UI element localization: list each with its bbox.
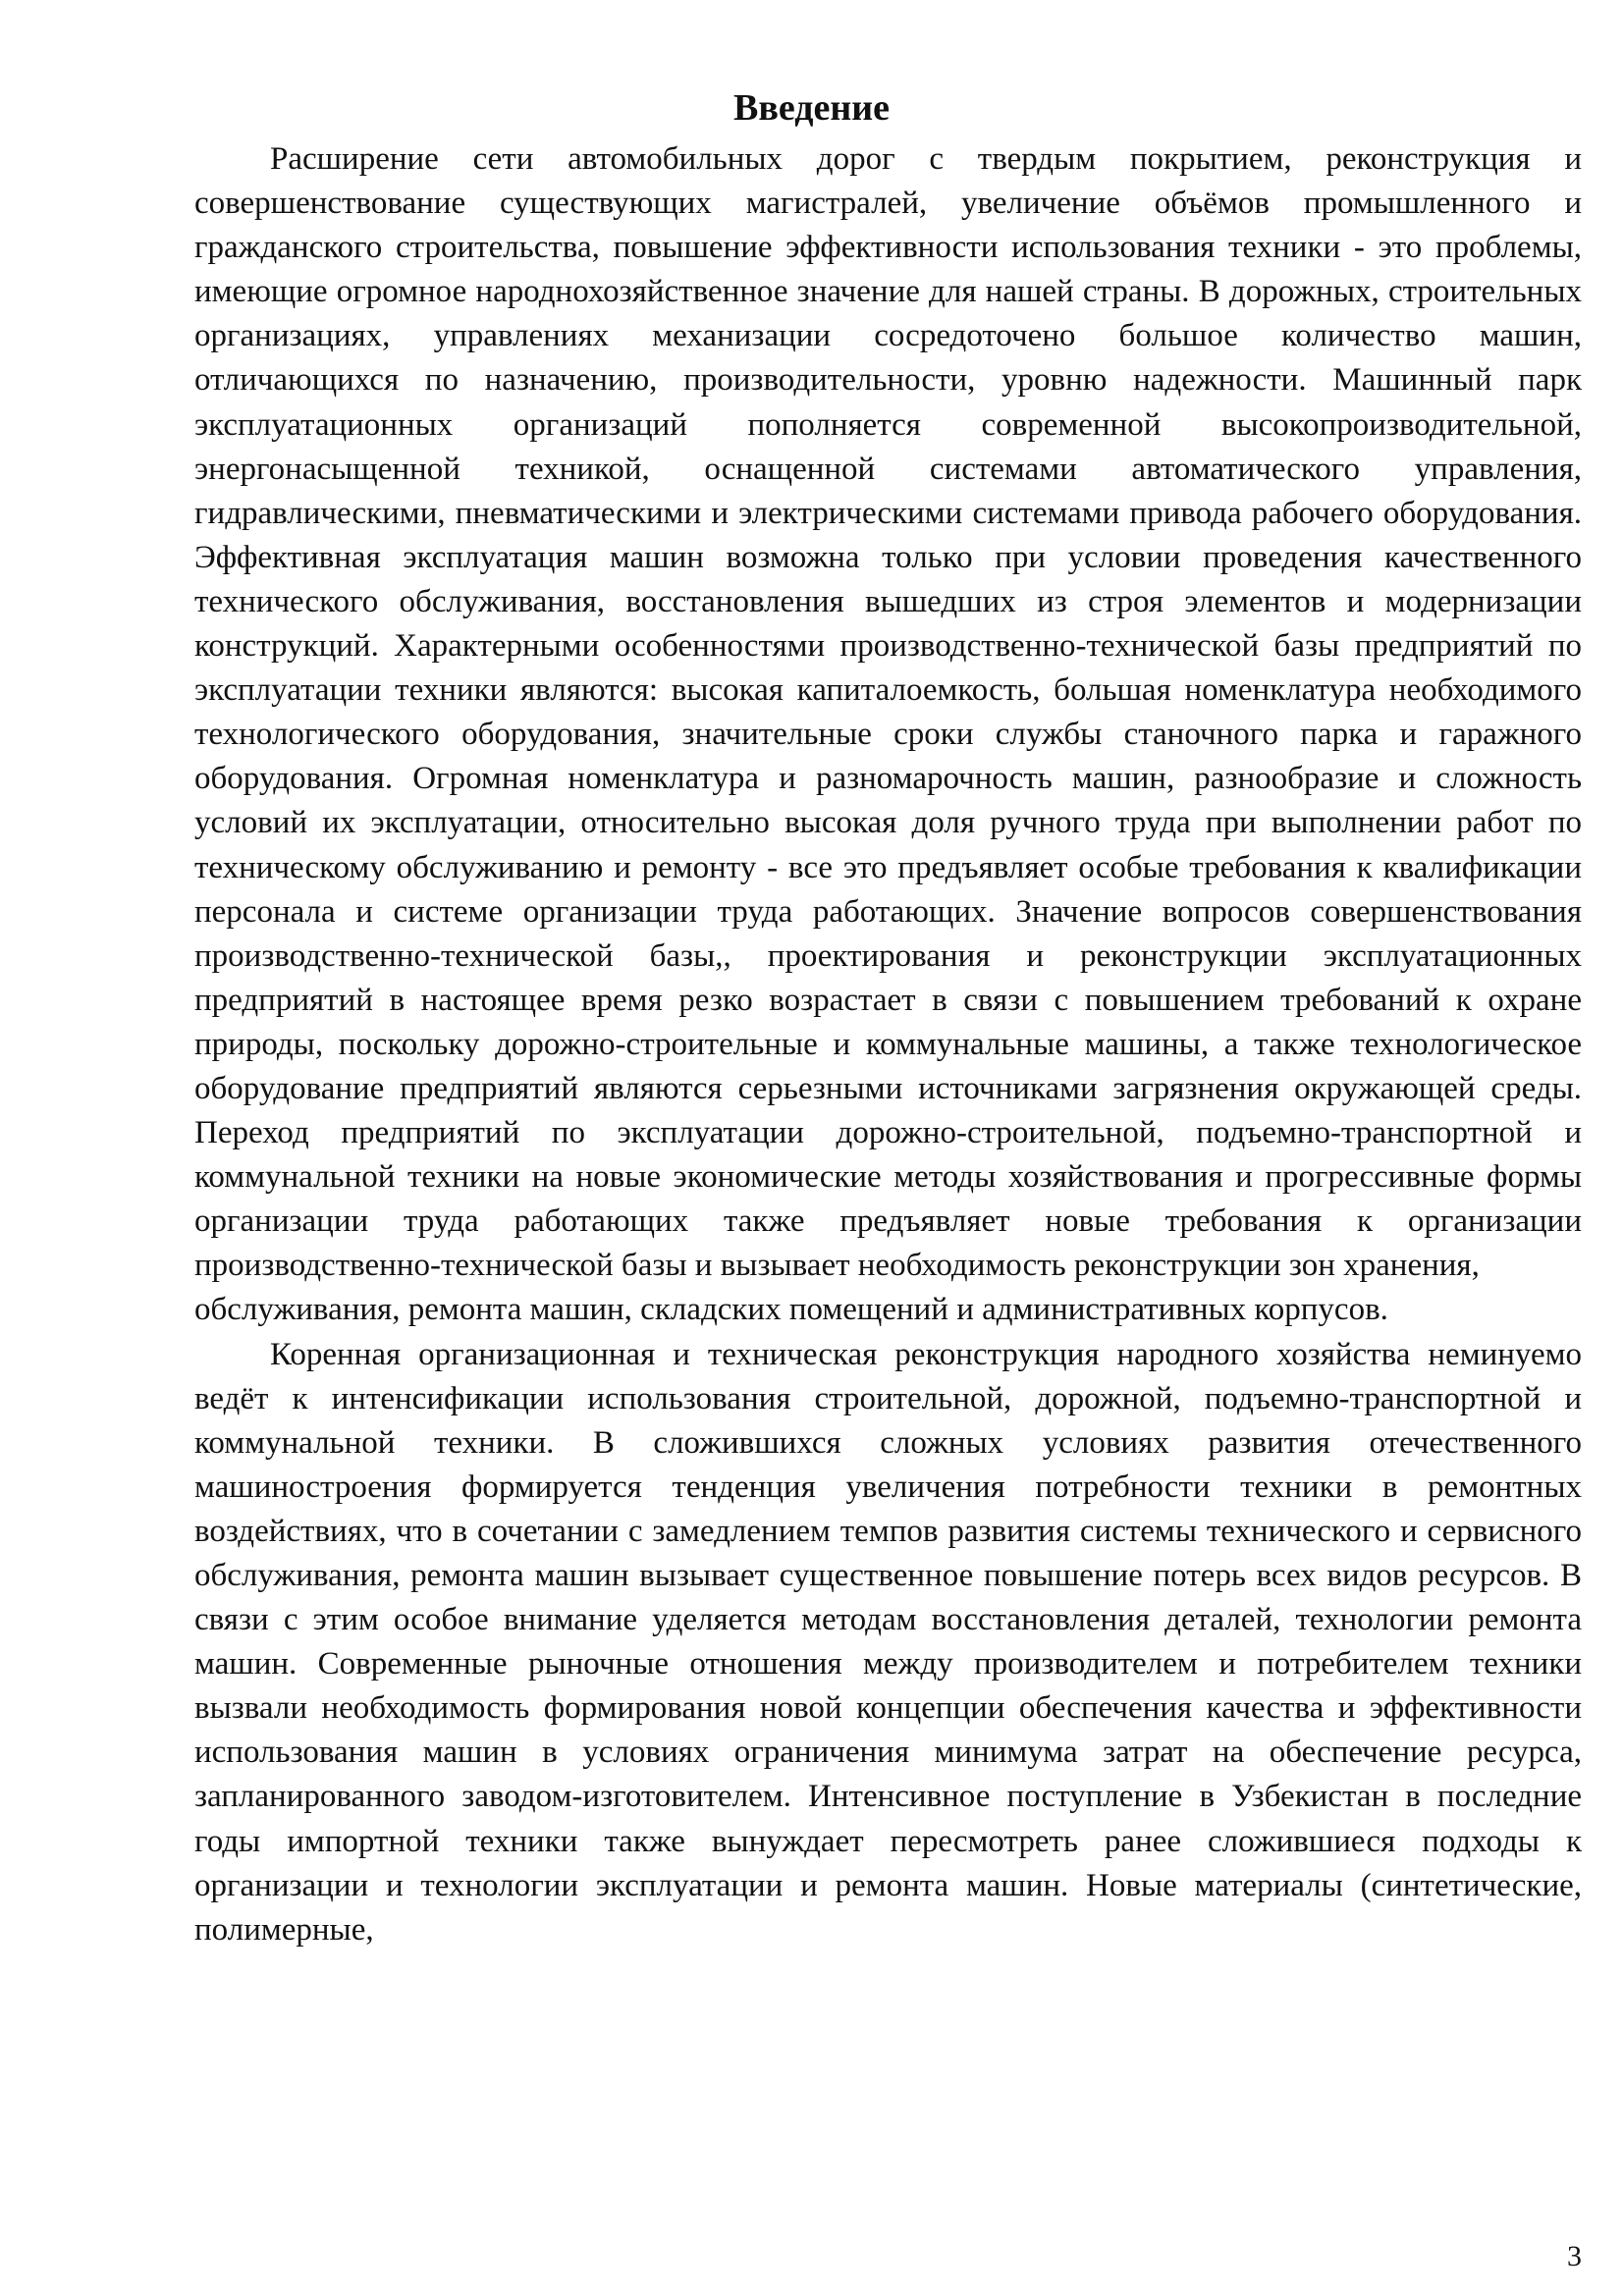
paragraph-1: Расширение сети автомобильных дорог с твердым покрытием, реконструкция и совершенствование существующих магистралей, увеличение объёмов промышленного и гражданского строительства, повышение эффективности использования техники - это проблемы, имеющие огромное народнохозяйственное значение для нашей страны. В дорожных, строительных организациях, управлениях механизации сосредоточено большое количество машин, отличающихся по назначению, производительности, уровню надежности. Машинный парк эксплуатационных организаций пополняется современной высокопроизводительной, энергонасыщенной техникой, оснащенной системами автоматического управления, гидравлическими, пневматическими и электрическими системами привода рабочего оборудования. Эффективная эксплуатация машин возможна только при условии проведения качественного технического обслуживания, восстановления вышедших из строя элементов и модернизации конструкций. Характерными особенностями производственно-технической базы предприятий по эксплуатации техники являются: высокая капиталоемкость, большая номенклатура необходимого технологического оборудования, значительные сроки службы станочного парка и гаражного оборудования. Огромная номенклатура и разномарочность машин, разнообразие и сложность условий их эксплуатации, относительно высокая доля ручного труда при выполнении работ по техническому обслуживанию и ремонту - все это предъявляет особые требования к квалификации персонала и системе организации труда работающих. Значение вопросов совершенствования производственно-технической базы,, проектирования и реконструкции эксплуатационных предприятий в настоящее время резко возрастает в связи с повышением требований к охране природы, поскольку дорожно-строительные и коммунальные машины, а также технологическое оборудование предприятий являются серьезными источниками загрязнения окружающей среды. Переход предприятий по эксплуатации дорожно-строительной, подъемно-транспортной и коммунальной техники на новые экономические методы хозяйствования и прогрессивные формы организации труда работающих также предъявляет новые требования к организации производственно-технической базы и вызывает необходимость реконструкции зон хранения,	[194, 141, 1582, 1284]
paragraph-2: обслуживания, ремонта машин, складских помещений и административных корпусов.	[194, 1292, 1388, 1328]
paragraph-3: Коренная организационная и техническая реконструкция народного хозяйства неминуемо ведёт к интенсификации использования строительной, дорожной, подъемно-транспортной и коммунальной техники. В сложившихся сложных условиях развития отечественного машиностроения формируется тенденция увеличения потребности техники в ремонтных воздействиях, что в сочетании с замедлением темпов развития системы технического и сервисного обслуживания, ремонта машин вызывает существенное повышение потерь всех видов ресурсов. В связи с этим особое внимание уделяется методам восстановления деталей, технологии ремонта машин. Современные рыночные отношения между производителем и потребителем техники вызвали необходимость формирования новой концепции обеспечения качества и эффективности использования машин в условиях ограничения минимума затрат на обеспечение ресурса, запланированного заводом-изготовителем. Интенсивное поступление в Узбекистан в последние годы импортной техники также вынуждает пересмотреть ранее сложившиеся подходы к организации и технологии эксплуатации и ремонта машин. Новые материалы (синтетические, полимерные,	[194, 1336, 1582, 1948]
page-title: Введение	[733, 87, 890, 129]
page-number: 3	[1567, 2240, 1582, 2272]
body-text	[194, 137, 1582, 1952]
